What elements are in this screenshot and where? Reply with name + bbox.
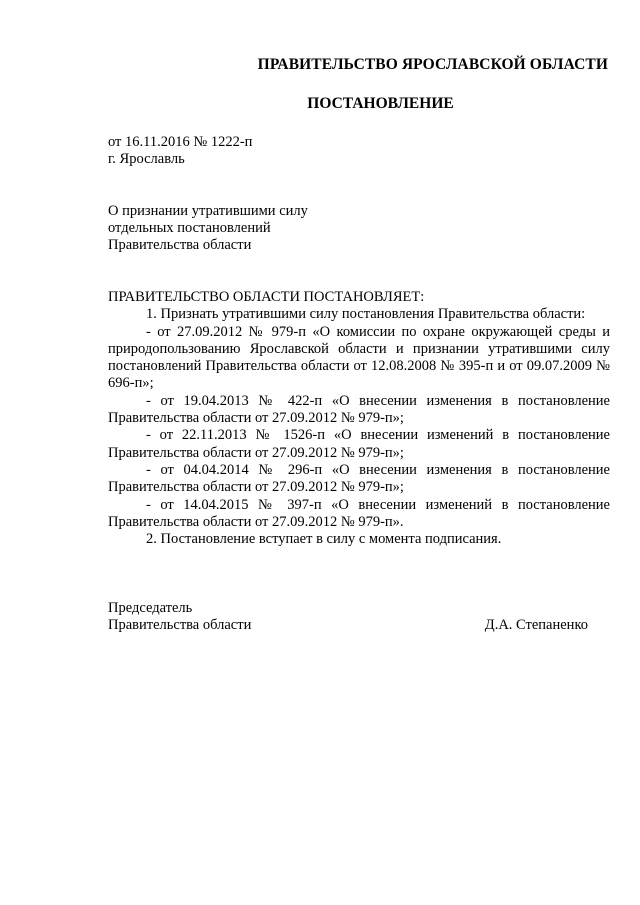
paragraph-subitem: - от 14.04.2015 № 397-п «О внесении изменений в постановление Правительства области от 27.09.2012 № 979-п».: [108, 496, 610, 530]
document-subject: [108, 203, 308, 254]
signer-name: Д.А. Степаненко: [484, 617, 588, 633]
signer-position-line2: Правительства области: [108, 617, 252, 633]
paragraph-subitem: - от 19.04.2013 № 422-п «О внесении изменения в постановление Правительства области от 27.09.2012 № 979-п»;: [108, 392, 610, 427]
city: г. Ярославль: [108, 151, 185, 167]
subject-line: О признании утратившими силу: [108, 203, 308, 219]
subject-line: отдельных постановлений: [108, 220, 271, 236]
paragraph-subitem: - от 04.04.2014 № 296-п «О внесении изменения в постановление Правительства области от 27.09.2012 № 979-п»;: [108, 461, 610, 496]
document-type: ПОСТАНОВЛЕНИЕ: [307, 95, 454, 112]
paragraph-item-2: 2. Постановление вступает в силу с момента подписания.: [146, 531, 502, 548]
subject-line: Правительства области: [108, 237, 252, 253]
signer-position-line1: Председатель: [108, 600, 193, 616]
signature-row: [108, 617, 588, 634]
organization-title: ПРАВИТЕЛЬСТВО ЯРОСЛАВСКОЙ ОБЛАСТИ: [257, 56, 608, 73]
preamble: ПРАВИТЕЛЬСТВО ОБЛАСТИ ПОСТАНОВЛЯЕТ:: [108, 289, 425, 305]
paragraph-subitem: - от 27.09.2012 № 979-п «О комиссии по охране окружающей среды и природопользованию Ярославской области и признании утратившими силу постановлений Правительства области от 12.08.2008 № 395-п и от 09.07.2009 № 696-п»;: [108, 323, 610, 392]
date-number: от 16.11.2016 № 1222-п: [108, 134, 253, 150]
document-meta: [108, 134, 252, 168]
paragraph-subitem: - от 22.11.2013 № 1526-п «О внесении изменений в постановление Правительства области от 27.09.2012 № 979-п»;: [108, 427, 610, 461]
signature-block: [108, 600, 588, 634]
paragraph-item-1: 1. Признать утратившими силу постановления Правительства области:: [146, 306, 586, 323]
document-body: [108, 289, 610, 548]
